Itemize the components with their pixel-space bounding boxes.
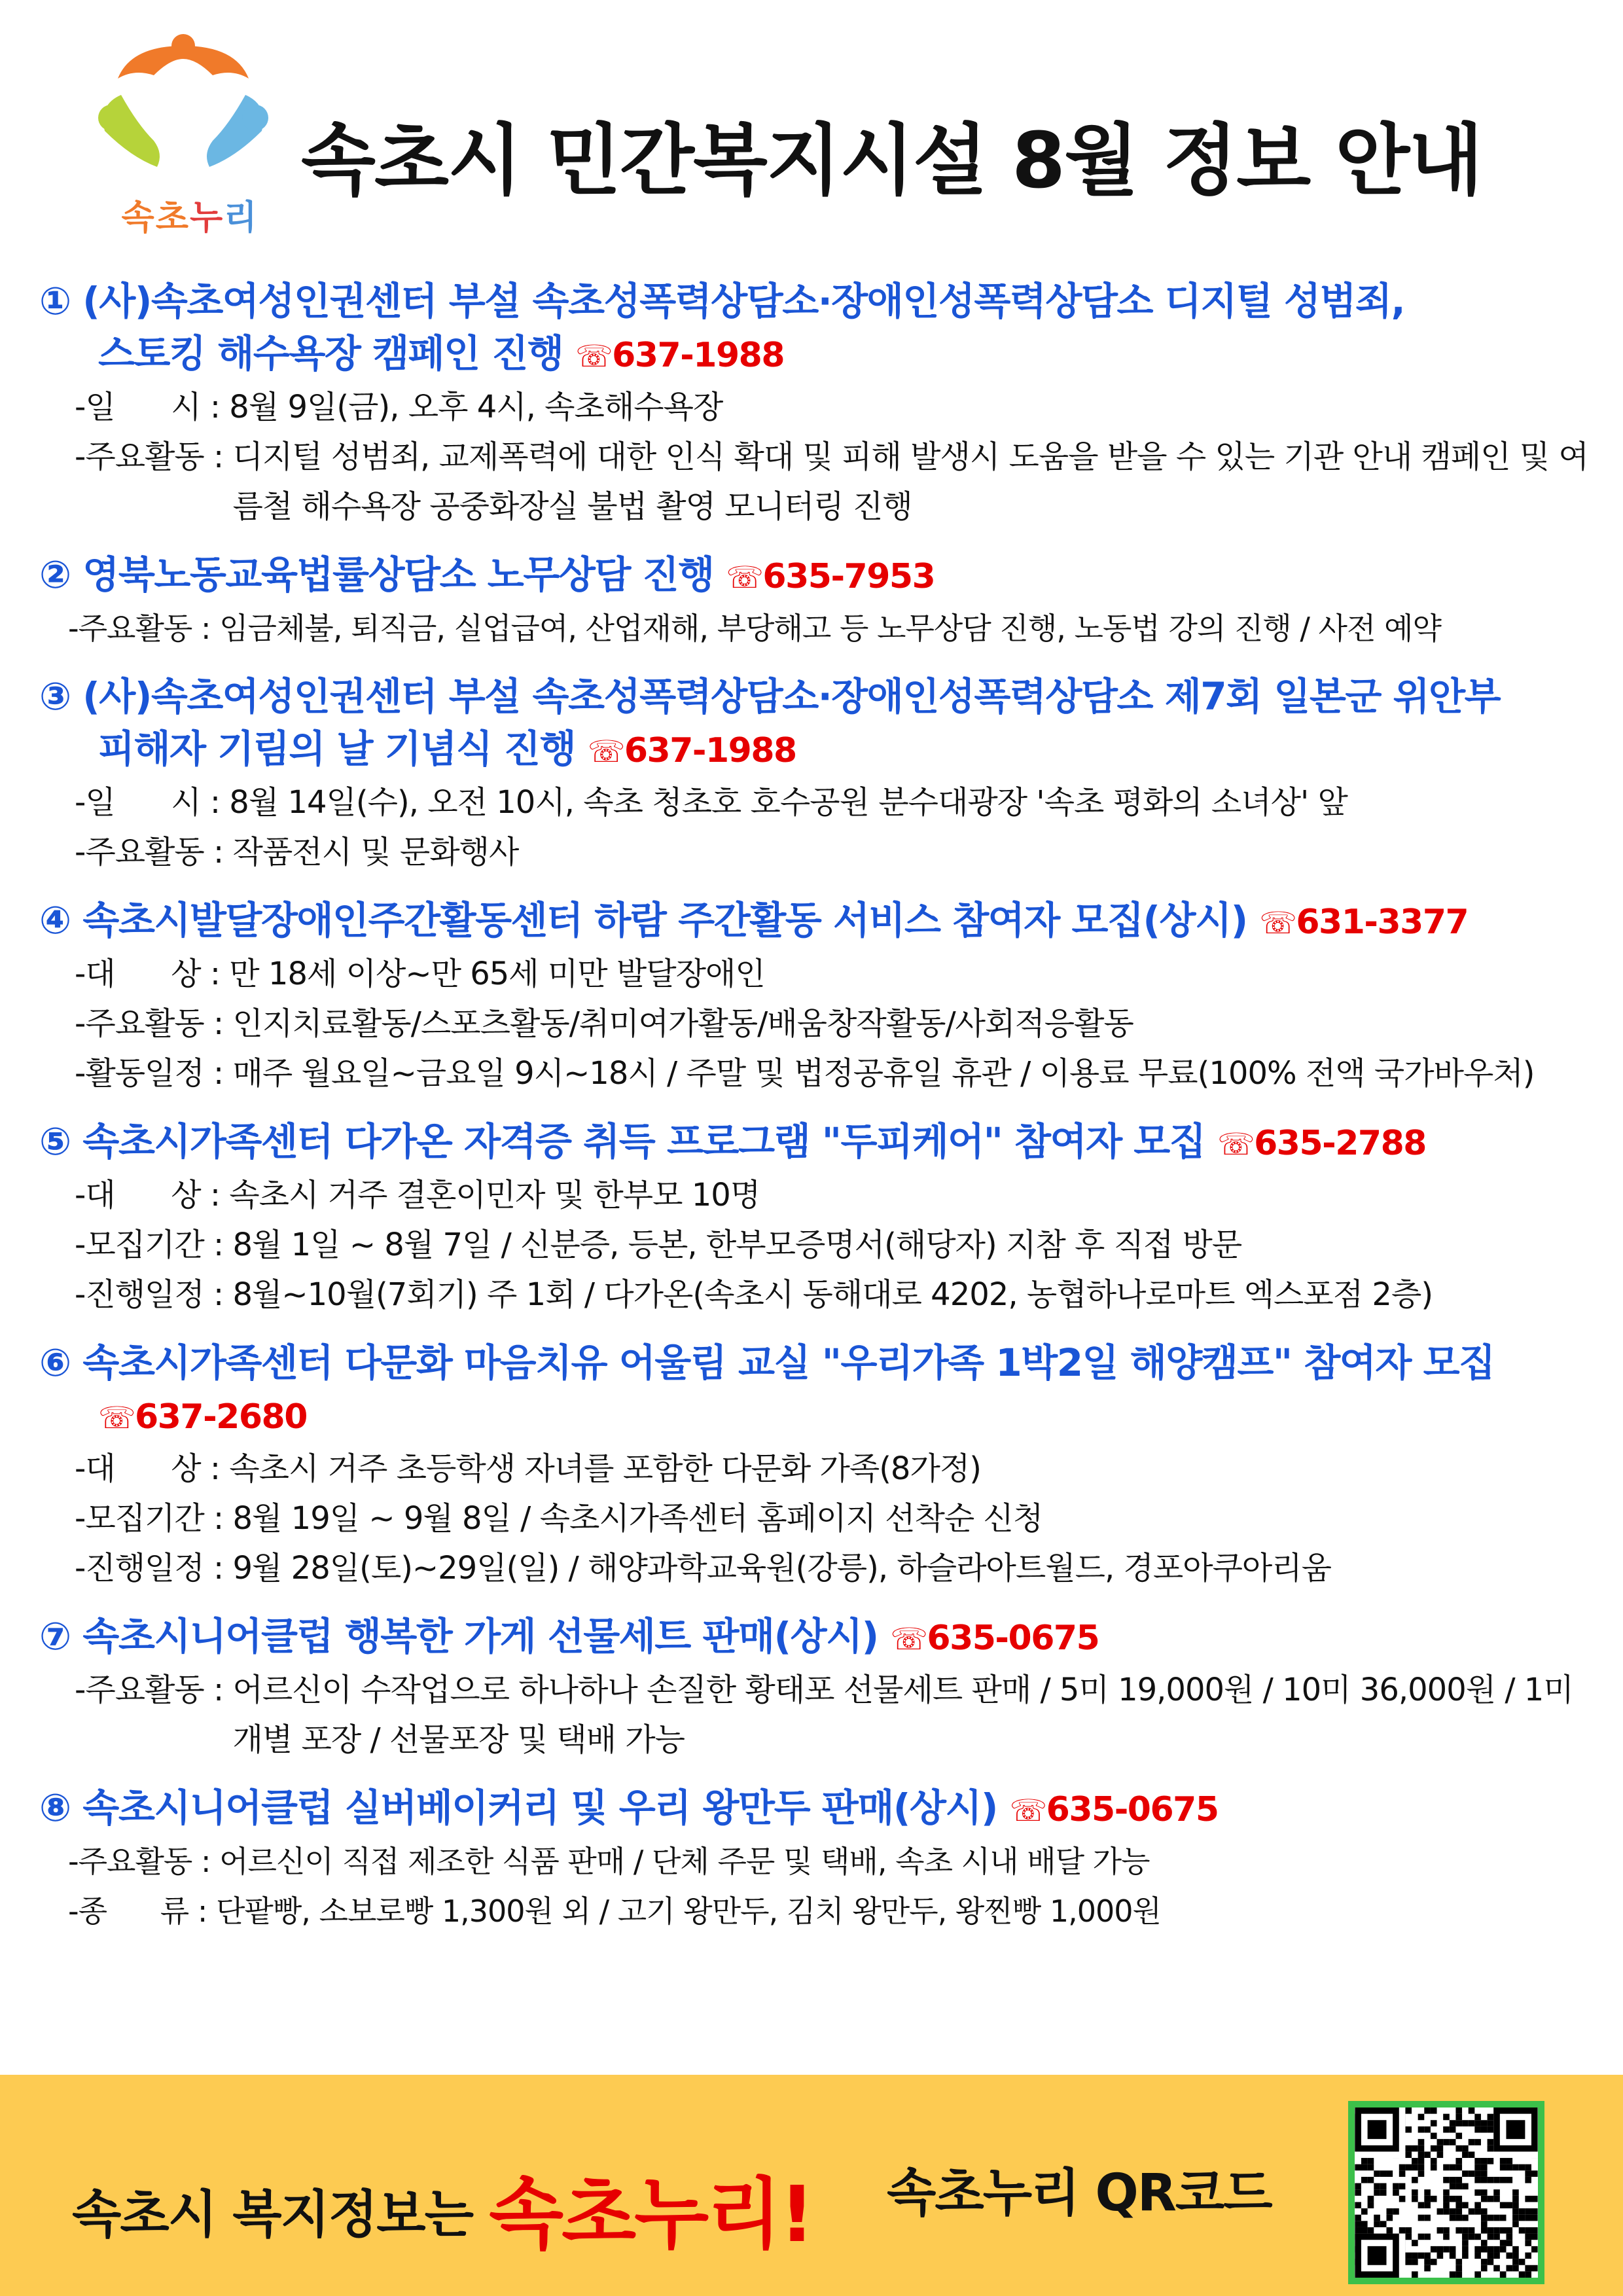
phone-number: 635-0675 bbox=[927, 1619, 1099, 1658]
item-title-cont: 스토킹 해수욕장 캠페인 진행 bbox=[98, 331, 563, 376]
footer-slogan bbox=[72, 2152, 813, 2263]
detail-label: -주요활동 : bbox=[75, 1672, 233, 1708]
item-heading bbox=[39, 1336, 1610, 1444]
detail-row bbox=[39, 1837, 1610, 1886]
detail-label: -모집기간 : bbox=[75, 1500, 233, 1537]
detail-label: -대 상 : bbox=[75, 956, 230, 992]
sokcho-nuri-logo bbox=[92, 33, 275, 242]
item-phone bbox=[98, 1397, 307, 1437]
detail-value: 만 18세 이상~만 65세 미만 발달장애인 bbox=[229, 956, 765, 992]
info-item-4 bbox=[39, 894, 1610, 1098]
detail-row bbox=[39, 1170, 1610, 1220]
phone-number: 637-2680 bbox=[135, 1397, 307, 1437]
detail-label: -주요활동 : bbox=[75, 439, 233, 475]
info-item-8 bbox=[39, 1782, 1610, 1936]
item-heading bbox=[39, 894, 1610, 949]
info-item-5 bbox=[39, 1115, 1610, 1319]
phone-icon: ☏ bbox=[1259, 905, 1296, 941]
detail-row bbox=[39, 382, 1610, 432]
phone-icon: ☏ bbox=[575, 338, 613, 374]
phone-icon: ☏ bbox=[1009, 1793, 1046, 1828]
phone-number: 635-7953 bbox=[762, 557, 935, 596]
detail-row bbox=[39, 1886, 1610, 1936]
detail-value: 9월 28일(토)~29일(일) / 해양과학교육원(강릉), 하슬라아트월드, 경포아쿠아리움 bbox=[232, 1550, 1332, 1587]
qr-label: 속초누리 QR코드 bbox=[887, 2164, 1272, 2223]
phone-number: 635-0675 bbox=[1046, 1790, 1219, 1829]
logo-text bbox=[105, 190, 275, 239]
detail-value: 8월 9일(금), 오후 4시, 속초해수욕장 bbox=[229, 389, 723, 425]
info-item-7 bbox=[39, 1610, 1610, 1765]
detail-label: -주요활동 : bbox=[75, 834, 233, 870]
item-heading bbox=[39, 1115, 1610, 1170]
detail-row bbox=[39, 1270, 1610, 1319]
detail-row bbox=[39, 949, 1610, 999]
item-title-cont: 피해자 기림의 날 기념식 진행 bbox=[98, 726, 576, 771]
detail-value: 인지치료활동/스포츠활동/취미여가활동/배움창작활동/사회적응활동 bbox=[232, 1005, 1133, 1042]
detail-value: 작품전시 및 문화행사 bbox=[232, 834, 519, 870]
item-phone bbox=[1217, 1124, 1426, 1163]
item-title: ④ 속초시발달장애인주간활동센터 하람 주간활동 서비스 참여자 모집(상시) bbox=[39, 898, 1247, 942]
detail-label: -활동일정 : bbox=[75, 1055, 233, 1092]
detail-row bbox=[39, 1543, 1610, 1593]
detail-label: -종 류 : bbox=[68, 1893, 216, 1929]
phone-icon: ☏ bbox=[890, 1621, 927, 1657]
footer-slogan-text: 속초시 복지정보는 bbox=[72, 2185, 490, 2244]
footer-brand: 속초누리! bbox=[489, 2169, 813, 2259]
detail-value: 8월~10월(7회기) 주 1회 / 다가온(속초시 동해대로 4202, 농협하나로마트 엑스포점 2층) bbox=[232, 1276, 1433, 1313]
info-item-6 bbox=[39, 1336, 1610, 1593]
phone-icon: ☏ bbox=[726, 560, 763, 595]
phone-number: 637-1988 bbox=[612, 336, 785, 375]
detail-row bbox=[39, 1444, 1610, 1494]
detail-value: 8월 14일(수), 오전 10시, 속초 청초호 호수공원 분수대광장 '속초 평화의 소녀상' 앞 bbox=[229, 784, 1347, 821]
detail-value: 단팥빵, 소보로빵 1,300원 외 / 고기 왕만두, 김치 왕만두, 왕찐빵 1,000원 bbox=[215, 1893, 1161, 1929]
detail-label: -진행일정 : bbox=[75, 1276, 233, 1313]
detail-label: -일 시 : bbox=[75, 784, 230, 821]
detail-label: -대 상 : bbox=[75, 1177, 230, 1213]
logo-char: 속 bbox=[121, 198, 156, 238]
qr-code-icon[interactable] bbox=[1348, 2101, 1544, 2284]
detail-value: 8월 1일 ~ 8월 7일 / 신분증, 등본, 한부모증명서(해당자) 지참 후 직접 방문 bbox=[232, 1227, 1242, 1263]
detail-value: 디지털 성범죄, 교제폭력에 대한 인식 확대 및 피해 발생시 도움을 받을 수 있는 기관 안내 캠페인 및 여름철 해수욕장 공중화장실 불법 촬영 모니터링 진행 bbox=[232, 439, 1588, 525]
detail-row bbox=[39, 1665, 1610, 1765]
detail-row bbox=[39, 778, 1610, 827]
phone-icon: ☏ bbox=[98, 1400, 135, 1435]
detail-label: -진행일정 : bbox=[75, 1550, 233, 1587]
item-heading bbox=[39, 1782, 1610, 1837]
detail-label: -주요활동 : bbox=[75, 1005, 233, 1042]
item-title: ⑥ 속초시가족센터 다문화 마음치유 어울림 교실 "우리가족 1박2일 해양캠프" 참여자 모집 bbox=[39, 1340, 1495, 1385]
detail-value: 임금체불, 퇴직금, 실업급여, 산업재해, 부당해고 등 노무상담 진행, 노동법 강의 진행 / 사전 예약 bbox=[219, 611, 1441, 646]
logo-char: 초 bbox=[155, 198, 190, 238]
item-phone bbox=[726, 557, 935, 596]
phone-icon: ☏ bbox=[1217, 1126, 1255, 1162]
item-heading bbox=[39, 670, 1610, 778]
item-phone bbox=[890, 1619, 1099, 1658]
detail-row bbox=[39, 999, 1610, 1049]
item-title: ⑧ 속초시니어클럽 실버베이커리 및 우리 왕만두 판매(상시) bbox=[39, 1785, 997, 1830]
item-title: ② 영북노동교육법률상담소 노무상담 진행 bbox=[39, 552, 714, 597]
phone-number: 637-1988 bbox=[624, 731, 796, 770]
phone-number: 631-3377 bbox=[1296, 903, 1469, 942]
detail-row bbox=[39, 603, 1610, 653]
detail-value: 속초시 거주 초등학생 자녀를 포함한 다문화 가족(8가정) bbox=[229, 1450, 981, 1487]
page-title: 속초시 민간복지시설 8월 정보 안내 bbox=[301, 115, 1482, 206]
detail-row bbox=[39, 1220, 1610, 1270]
detail-value: 매주 월요일~금요일 9시~18시 / 주말 및 법정공휴일 휴관 / 이용료 무료(100% 전액 국가바우처) bbox=[232, 1055, 1535, 1092]
item-phone bbox=[1259, 903, 1468, 942]
detail-value: 어르신이 수작업으로 하나하나 손질한 황태포 선물세트 판매 / 5미 19,000원 / 10미 36,000원 / 1미 개별 포장 / 선물포장 및 택배 가능 bbox=[232, 1672, 1573, 1758]
info-item-2 bbox=[39, 548, 1610, 653]
item-phone bbox=[575, 336, 784, 375]
detail-label: -일 시 : bbox=[75, 389, 230, 425]
phone-icon: ☏ bbox=[587, 734, 624, 769]
item-phone bbox=[588, 731, 796, 770]
logo-char: 리 bbox=[224, 198, 259, 238]
item-title: ③ (사)속초여성인권센터 부설 속초성폭력상담소·장애인성폭력상담소 제7회 일본군 위안부 bbox=[39, 674, 1501, 719]
detail-label: -모집기간 : bbox=[75, 1227, 233, 1263]
item-title: ⑤ 속초시가족센터 다가온 자격증 취득 프로그램 "두피케어" 참여자 모집 bbox=[39, 1119, 1205, 1164]
detail-row bbox=[39, 1494, 1610, 1543]
info-item-3 bbox=[39, 670, 1610, 877]
item-heading bbox=[39, 548, 1610, 603]
detail-row bbox=[39, 1049, 1610, 1098]
item-title: ⑦ 속초시니어클럽 행복한 가게 선물세트 판매(상시) bbox=[39, 1614, 878, 1659]
logo-figure-icon bbox=[92, 33, 275, 190]
detail-label: -대 상 : bbox=[75, 1450, 230, 1487]
info-item-1 bbox=[39, 275, 1610, 531]
detail-row bbox=[39, 432, 1610, 531]
qr-pattern bbox=[1355, 2108, 1538, 2278]
detail-label: -주요활동 : bbox=[68, 611, 220, 646]
detail-row bbox=[39, 827, 1610, 877]
item-heading bbox=[39, 1610, 1610, 1665]
logo-char: 누 bbox=[190, 198, 224, 238]
detail-value: 어르신이 직접 제조한 식품 판매 / 단체 주문 및 택배, 속초 시내 배달 가능 bbox=[219, 1844, 1150, 1879]
detail-value: 8월 19일 ~ 9월 8일 / 속초시가족센터 홈페이지 선착순 신청 bbox=[232, 1500, 1043, 1537]
info-list bbox=[39, 275, 1610, 1953]
detail-value: 속초시 거주 결혼이민자 및 한부모 10명 bbox=[229, 1177, 760, 1213]
item-heading bbox=[39, 275, 1610, 382]
item-phone bbox=[1010, 1790, 1219, 1829]
footer-banner bbox=[0, 2075, 1623, 2296]
detail-label: -주요활동 : bbox=[68, 1844, 220, 1879]
item-title: ① (사)속초여성인권센터 부설 속초성폭력상담소·장애인성폭력상담소 디지털 성범죄, bbox=[39, 279, 1405, 323]
phone-number: 635-2788 bbox=[1254, 1124, 1426, 1163]
